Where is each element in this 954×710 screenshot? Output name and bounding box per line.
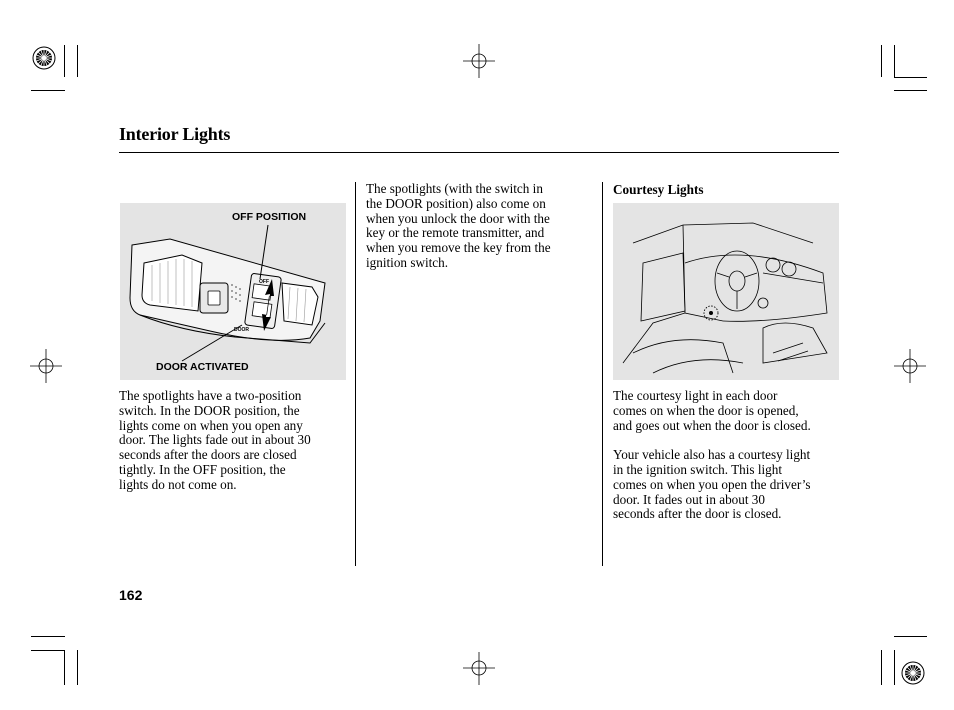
car-interior-illustration [613,203,839,380]
paragraph: The spotlights (with the switch in the DOOR position) also come on when you unlock the door with the key or the remote transmitter, and when you remove the key from the ignition switch. [366,181,551,270]
registration-starburst-icon [33,47,55,69]
crosshair-icon [894,349,926,383]
registration-starburst-icon [902,662,924,684]
title-rule [119,152,839,153]
crosshair-icon [463,652,495,685]
callout-door-activated: DOOR ACTIVATED [156,361,249,373]
section-heading: Courtesy Lights [613,182,704,197]
left-column-text [119,389,349,493]
crosshair-icon [463,44,495,78]
column-divider [355,182,356,566]
column-divider [602,182,603,566]
switch-off-label: OFF [259,279,269,285]
callout-off-position: OFF POSITION [232,211,307,223]
crosshair-icon [30,349,62,383]
middle-column-text [366,182,596,271]
paragraph: Your vehicle also has a courtesy light in the ignition switch. This light comes on when you open the driver’s door. It fades out in about 30 seconds after the door is closed. [613,447,811,522]
paragraph: The courtesy light in each door comes on when the door is opened, and goes out when the door is closed. [613,388,811,433]
switch-door-label: DOOR [234,327,249,333]
paragraph: The spotlights have a two-position switch. In the DOOR position, the lights come on when you open any door. The lights fade out in about 30 seconds after the doors are closed tightly. In the OFF position, the lights do not come on. [119,388,311,492]
right-column-text [613,389,849,522]
spotlight-switch-figure [120,203,346,380]
overhead-console-illustration [120,203,346,380]
courtesy-light-figure [613,203,839,380]
page-title: Interior Lights [119,124,231,144]
page-number: 162 [119,587,143,603]
